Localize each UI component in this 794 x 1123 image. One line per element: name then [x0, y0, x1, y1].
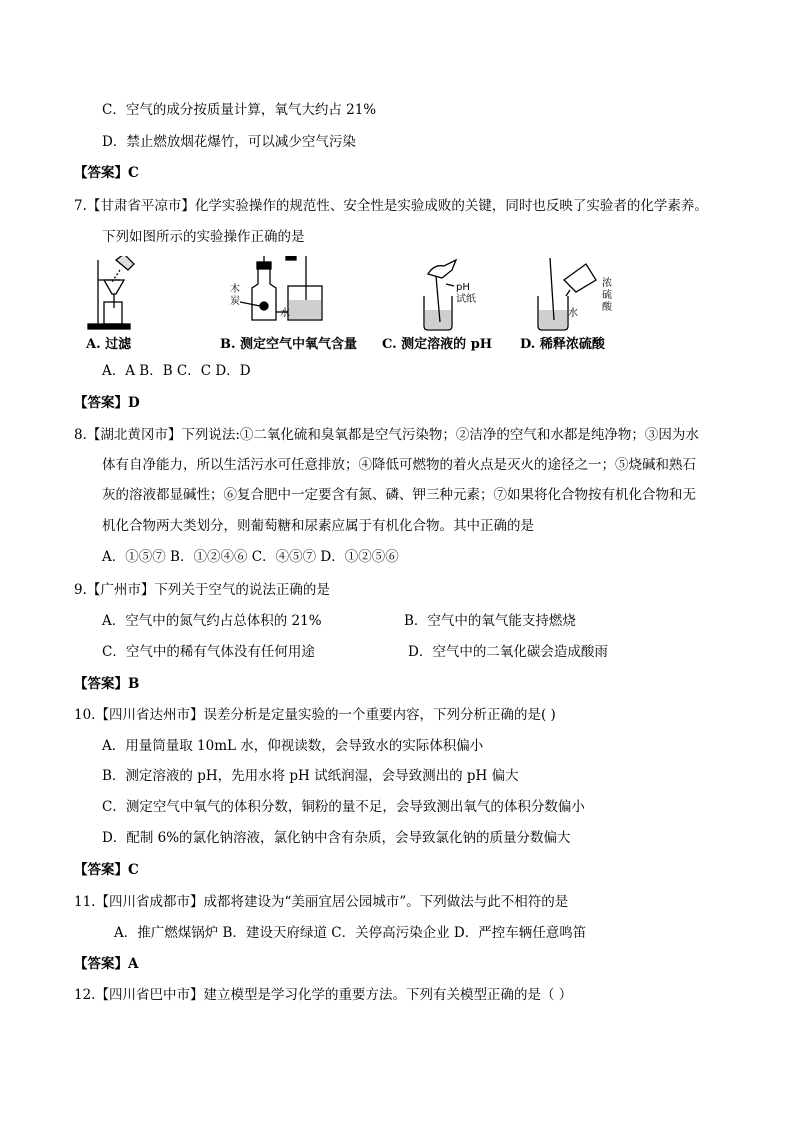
experiment-figure: [80, 256, 640, 354]
q7-answer: 【答案】D: [74, 395, 140, 411]
q9-option-a: A．空气中的氮气约占总体积的 21%: [102, 613, 322, 629]
caption-b: B. 测定空气中氧气含量: [220, 337, 358, 352]
dilution-apparatus: [538, 258, 596, 330]
q11-stem: 11.【四川省成都市】成都将建设为“美丽宜居公园城市”。下列做法与此不相符的是: [74, 894, 569, 910]
q6-option-c: C．空气的成分按质量计算，氧气大约占 21%: [102, 102, 377, 118]
ph-apparatus: [424, 260, 456, 330]
q7-options: A．A B．B C．C D．D: [102, 363, 251, 379]
q9-option-c: C．空气中的稀有气体没有任何用途: [102, 644, 315, 660]
label-test-paper: 试纸: [456, 294, 476, 305]
label-water-b: 水: [280, 308, 290, 319]
q10-option-c: C．测定空气中氧气的体积分数，铜粉的量不足，会导致测出氧气的体积分数偏小: [102, 799, 585, 815]
q8-stem-1: 8.【湖北黄冈市】下列说法:①二氧化硫和臭氧都是空气污染物；②洁净的空气和水都是纯净物；③因为水: [74, 427, 699, 443]
q10-option-b: B．测定溶液的 pH，先用水将 pH 试纸润湿，会导致测出的 pH 偏大: [102, 768, 519, 784]
q10-answer: 【答案】C: [74, 862, 139, 878]
q9-stem: 9.【广州市】下列关于空气的说法正确的是: [74, 582, 330, 598]
label-acid-2: 硫: [602, 290, 612, 301]
caption-a: A. 过滤: [86, 337, 132, 352]
q9-option-b: B．空气中的氧气能支持燃烧: [404, 613, 576, 629]
label-charcoal-2: 炭: [230, 296, 240, 307]
q6-option-d: D．禁止燃放烟花爆竹，可以减少空气污染: [102, 134, 356, 150]
caption-c: C. 测定溶液的 pH: [382, 337, 493, 352]
label-water-d: 水: [568, 308, 578, 319]
label-charcoal-1: 木: [230, 284, 240, 295]
q10-stem: 10.【四川省达州市】误差分析是定量实验的一个重要内容，下列分析正确的是( ): [74, 707, 556, 723]
q10-option-a: A．用量筒量取 10mL 水，仰视读数，会导致水的实际体积偏小: [102, 738, 484, 754]
q8-stem-4: 机化合物两大类划分，则葡萄糖和尿素应属于有机化合物。其中正确的是: [102, 518, 534, 534]
q11-options: A．推广燃煤锅炉 B．建设天府绿道 C．关停高污染企业 D．严控车辆任意鸣笛: [114, 925, 587, 941]
q8-stem-3: 灰的溶液都显碱性；⑥复合肥中一定要含有氮、磷、钾三种元素；⑦如果将化合物按有机化合物和无: [102, 487, 696, 503]
label-acid-1: 浓: [602, 278, 612, 289]
q8-stem-2: 体有自净能力，所以生活污水可任意排放；④降低可燃物的着火点是灭火的途径之一；⑤烧碱和熟石: [102, 457, 696, 473]
label-acid-3: 酸: [602, 302, 612, 313]
q9-option-d: D．空气中的二氧化碳会造成酸雨: [408, 644, 608, 660]
experiment-figure-svg: [80, 256, 640, 354]
filtration-apparatus: [88, 256, 134, 329]
q11-answer: 【答案】A: [74, 956, 139, 972]
q10-option-d: D．配制 6%的氯化钠溶液，氯化钠中含有杂质，会导致氯化钠的质量分数偏大: [102, 830, 571, 846]
q7-stem-2: 下列如图所示的实验操作正确的是: [102, 229, 305, 245]
q12-stem: 12.【四川省巴中市】建立模型是学习化学的重要方法。下列有关模型正确的是（ ）: [74, 987, 573, 1003]
q6-answer: 【答案】C: [74, 165, 139, 181]
label-ph: pH: [456, 282, 470, 293]
q8-options: A．①⑤⑦ B．①②④⑥ C．④⑤⑦ D．①②⑤⑥: [102, 549, 399, 565]
q7-stem-1: 7.【甘肃省平凉市】化学实验操作的规范性、安全性是实验成败的关键，同时也反映了实验者的化学素养。: [74, 198, 708, 214]
q9-answer: 【答案】B: [74, 676, 140, 692]
caption-d: D. 稀释浓硫酸: [520, 337, 605, 352]
